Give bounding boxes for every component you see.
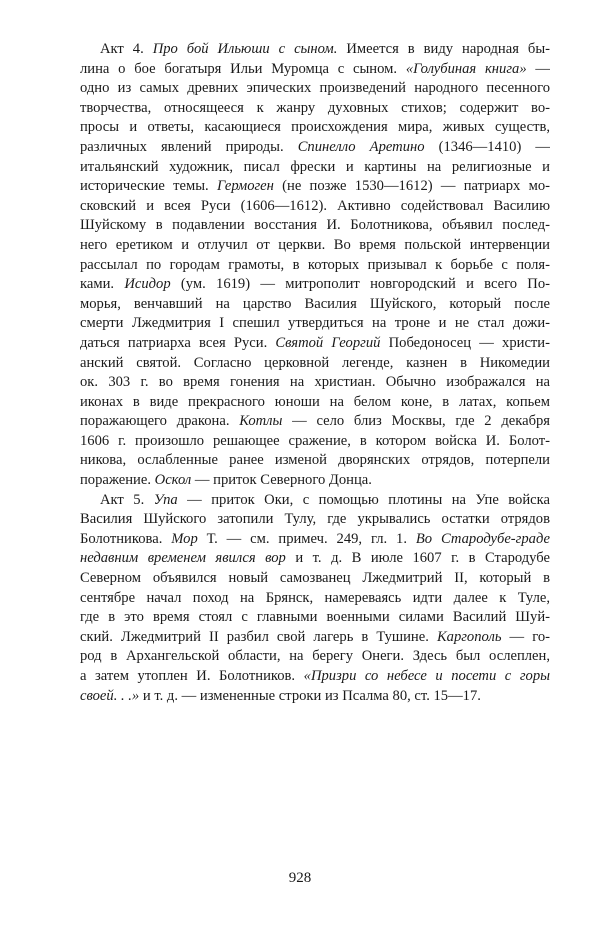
text-line	[80, 354, 550, 374]
text-segment: него еретиком и отлучил от церкви. Во время польской интервенции	[80, 236, 550, 253]
text-segment: Акт 5.	[100, 491, 154, 508]
text-line	[80, 197, 550, 217]
italic-term: недавним временем явился вор	[80, 550, 286, 567]
text-segment: Победоносец — христи-	[380, 334, 550, 351]
text-line	[80, 79, 550, 99]
text-line	[80, 549, 550, 569]
text-segment: иконах в виде прекрасного юноши на белом коне, в латах, копьем	[80, 393, 550, 410]
text-line	[80, 138, 550, 158]
italic-term: Гермоген	[216, 178, 274, 195]
text-segment: одно из самых древних эпических произведений народного песенного	[80, 80, 550, 97]
text-segment: ками.	[80, 276, 125, 293]
italic-term: Котлы	[239, 413, 283, 430]
text-line	[80, 412, 550, 432]
text-segment: поражающего дракона.	[80, 413, 240, 430]
paragraph-act-4	[80, 40, 550, 491]
text-segment: —	[526, 60, 550, 77]
text-line	[80, 216, 550, 236]
text-segment: (не позже 1530—1612) — патриарх мо-	[273, 178, 550, 195]
text-line	[80, 451, 550, 471]
text-segment: — го-	[501, 628, 550, 645]
text-segment: а затем утоплен И. Болотников.	[80, 668, 304, 684]
text-line	[80, 608, 550, 628]
text-line	[80, 491, 550, 511]
text-line	[80, 177, 550, 197]
text-line	[80, 158, 550, 178]
italic-term: Про бой Ильюши с сыном.	[152, 41, 338, 57]
text-line	[80, 314, 550, 334]
text-segment: Северном объявился новый самозванец Лжедмитрий II, который в	[80, 570, 550, 587]
text-line	[80, 667, 550, 687]
text-line	[80, 569, 550, 589]
italic-term: Упа	[153, 491, 178, 508]
italic-term: Оскол	[154, 472, 192, 489]
text-line	[80, 236, 550, 256]
text-line	[80, 99, 550, 119]
text-segment: никова, ослабленные ранее изменой дворянских отрядов, потерпели	[80, 452, 550, 469]
text-segment: — село близ Москвы, где 2 декабря	[282, 413, 550, 430]
page-body	[80, 40, 550, 706]
text-line	[80, 60, 550, 80]
text-segment: и т. д. — измененные строки из Псалма 80, ст. 15—17.	[139, 687, 481, 704]
text-segment: различных явлений природы.	[80, 138, 298, 155]
text-segment: (1346—1410) —	[424, 138, 550, 155]
text-line	[80, 647, 550, 667]
text-segment: Болотникова.	[80, 530, 172, 547]
text-segment: ский. Лжедмитрий II разбил свой лагерь в Тушине.	[80, 628, 437, 645]
text-segment: сковский и всея Руси (1606—1612). Активно содействовал Василию	[80, 197, 550, 214]
text-line	[80, 432, 550, 452]
text-line	[80, 295, 550, 315]
text-segment: сентябре начал поход на Брянск, намереваясь идти далее к Туле,	[80, 589, 550, 606]
text-line	[80, 118, 550, 138]
text-line	[80, 373, 550, 393]
text-segment: Имеется в виду народная бы-	[337, 41, 550, 57]
text-segment: — приток Северного Донца.	[191, 472, 372, 489]
text-segment: Шуйскому в подавлении восстания И. Болотникова, объявил послед-	[80, 217, 550, 234]
text-line	[80, 510, 550, 530]
text-segment: поражение.	[80, 472, 155, 489]
italic-term: Исидор	[124, 276, 171, 293]
italic-term: Каргополь	[436, 628, 502, 645]
text-line	[80, 40, 550, 60]
text-segment: ок. 303 г. во время гонения на христиан. Обычно изображался на	[80, 374, 550, 391]
text-segment: просы и ответы, касающиеся происхождения мира, живых существ,	[80, 119, 550, 136]
text-segment: Акт 4.	[100, 41, 153, 57]
text-segment: — приток Оки, с помощью плотины на Упе войска	[177, 491, 550, 508]
text-segment: рассылал по городам грамоты, в которых призывал к борьбе с поля-	[80, 256, 550, 273]
text-line	[80, 471, 550, 491]
text-segment: итальянский художник, писал фрески и картины на религиозные и	[80, 158, 550, 175]
text-segment: исторические темы.	[80, 178, 217, 195]
text-line	[80, 530, 550, 550]
text-line	[80, 334, 550, 354]
text-segment: и т. д. В июле 1607 г. в Стародубе	[285, 550, 550, 567]
text-line	[80, 256, 550, 276]
text-segment: творчества, относящееся к жанру духовных стихов; содержит во-	[80, 99, 550, 116]
text-line	[80, 393, 550, 413]
text-segment: анский святой. Согласно церковной легенде, казнен в Никомедии	[80, 354, 550, 371]
text-segment: даться патриарха всея Руси.	[80, 334, 276, 351]
italic-term: своей. . .»	[80, 687, 140, 704]
text-line	[80, 589, 550, 609]
text-segment: лина о бое богатыря Ильи Муромца с сыном.	[80, 60, 406, 77]
italic-term: Спинелло Аретино	[297, 138, 425, 155]
italic-term: Во Стародубе-граде	[415, 530, 550, 547]
text-segment: (ум. 1619) — митрополит новгородский и всего По-	[170, 276, 550, 293]
italic-term: Святой Георгий	[275, 334, 381, 351]
text-segment: смерти Лжедмитрия I спешил утвердиться на троне и не стал дожи-	[80, 315, 550, 332]
text-segment: 1606 г. произошло решающее сражение, в котором войска И. Болот-	[80, 432, 550, 449]
text-segment: морья, венчавший на царство Василия Шуйского, который после	[80, 295, 550, 312]
text-line	[80, 275, 550, 295]
italic-term: «Призри со небесе и посети с горы	[303, 668, 550, 684]
text-segment: Т. — см. примеч. 249, гл. 1.	[197, 530, 416, 547]
italic-term: Мор	[171, 530, 198, 547]
italic-term: «Голубиная книга»	[405, 60, 527, 77]
text-line	[80, 687, 550, 707]
text-line	[80, 628, 550, 648]
text-segment: где в это время стоял с главными военными силами Василий Шуй-	[80, 609, 550, 626]
text-segment: Василия Шуйского затопили Тулу, где укрывались остатки отрядов	[80, 511, 550, 528]
text-segment: род в Архангельской области, на берегу Онеги. Здесь был ослеплен,	[80, 648, 550, 665]
page-number: 928	[288, 870, 312, 886]
paragraph-act-5	[80, 491, 550, 707]
